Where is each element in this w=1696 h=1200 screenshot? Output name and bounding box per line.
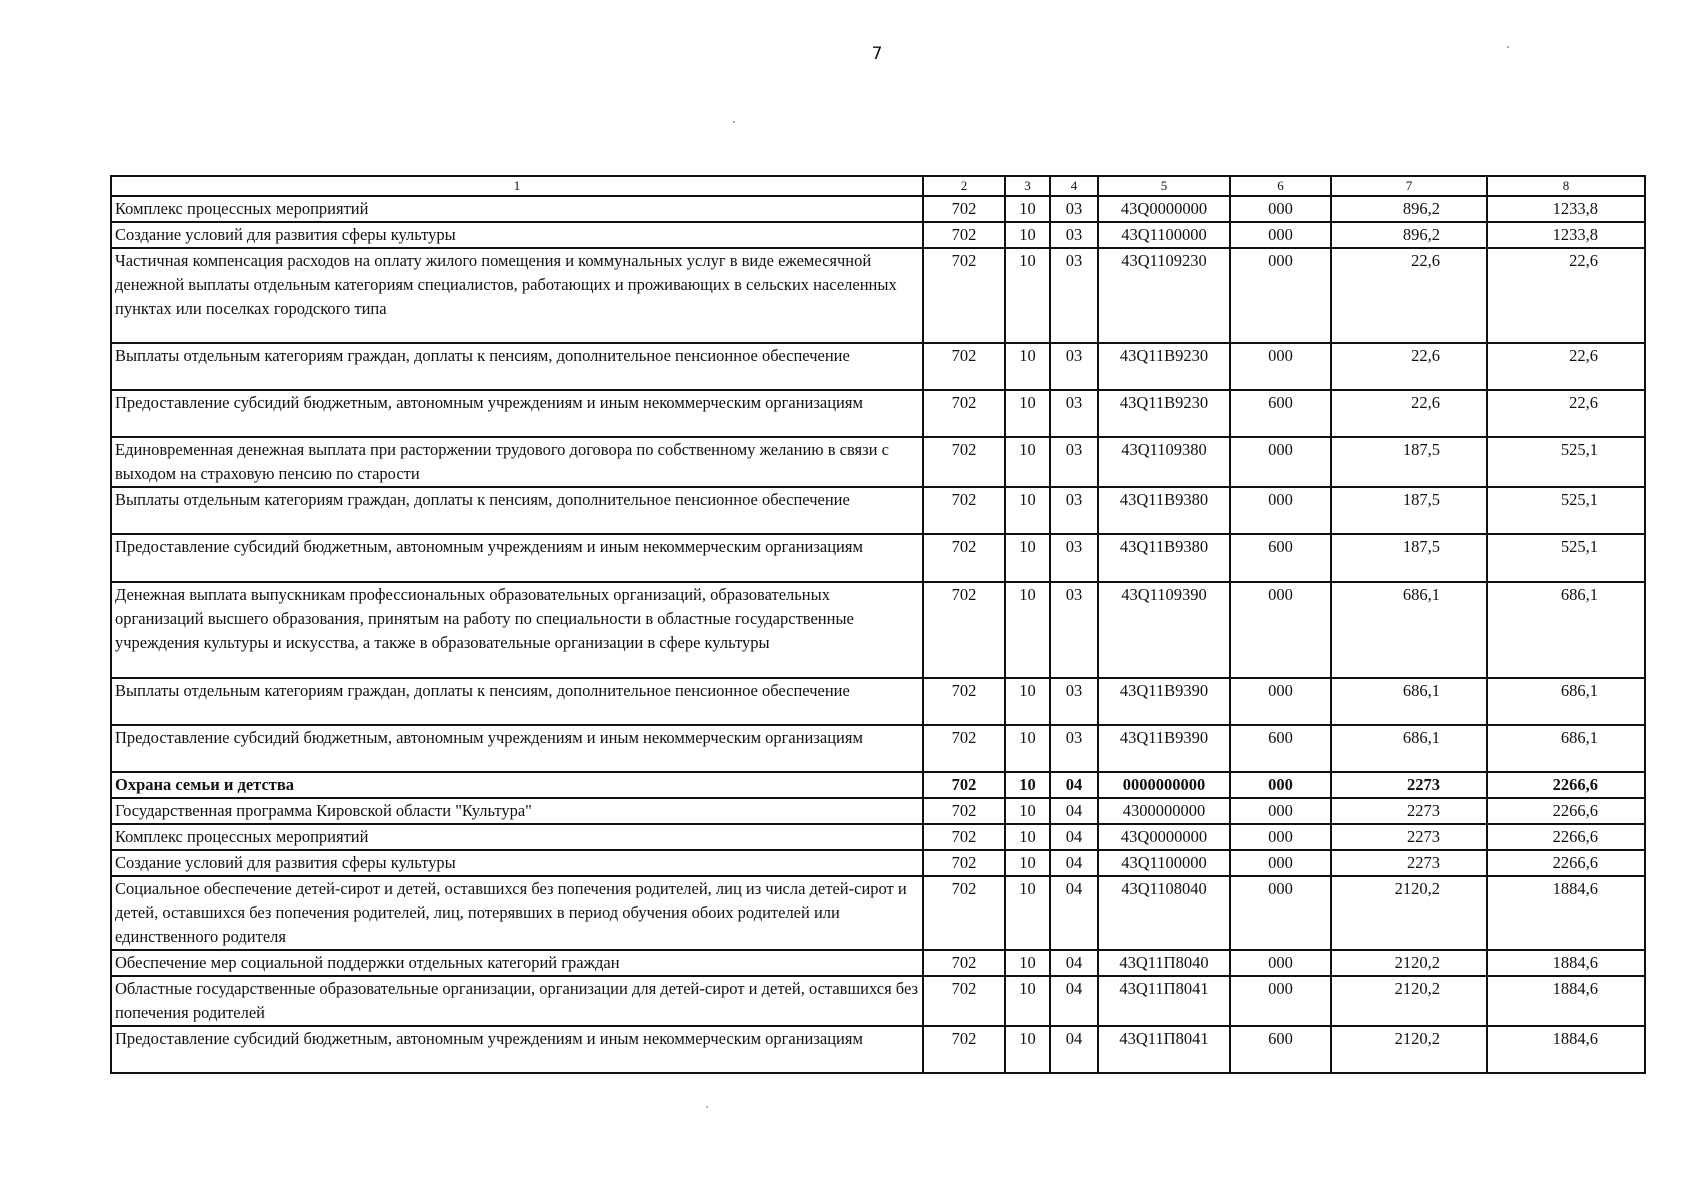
cell-name: Предоставление субсидий бюджетным, автономным учреждениям и иным некоммерческим организациям: [111, 725, 923, 772]
cell-section: 10: [1005, 582, 1050, 678]
cell-target-article: 43Q11П8041: [1098, 1026, 1230, 1073]
cell-amount-2: 1884,6: [1487, 876, 1645, 950]
cell-name: Государственная программа Кировской области "Культура": [111, 798, 923, 824]
cell-subsection: 03: [1050, 678, 1098, 725]
table-row: [111, 798, 1645, 824]
cell-section: 10: [1005, 850, 1050, 876]
cell-expense-type: 000: [1230, 582, 1331, 678]
cell-name: Комплекс процессных мероприятий: [111, 196, 923, 222]
cell-expense-type: 600: [1230, 725, 1331, 772]
cell-ministry-code: 702: [923, 196, 1005, 222]
cell-target-article: 43Q11П8041: [1098, 976, 1230, 1026]
scan-speck: [1507, 46, 1509, 48]
cell-expense-type: 600: [1230, 390, 1331, 437]
header-cell-3: 3: [1005, 176, 1050, 196]
header-cell-7: 7: [1331, 176, 1487, 196]
cell-amount-1: 2273: [1331, 824, 1487, 850]
cell-expense-type: 000: [1230, 437, 1331, 487]
cell-amount-1: 22,6: [1331, 390, 1487, 437]
cell-amount-1: 2120,2: [1331, 1026, 1487, 1073]
cell-expense-type: 600: [1230, 1026, 1331, 1073]
cell-section: 10: [1005, 1026, 1050, 1073]
cell-target-article: 43Q11B9390: [1098, 678, 1230, 725]
cell-amount-1: 187,5: [1331, 487, 1487, 534]
table-body: [111, 176, 1645, 1073]
cell-section: 10: [1005, 798, 1050, 824]
cell-amount-2: 2266,6: [1487, 824, 1645, 850]
cell-section: 10: [1005, 248, 1050, 343]
cell-ministry-code: 702: [923, 222, 1005, 248]
cell-ministry-code: 702: [923, 850, 1005, 876]
cell-amount-1: 686,1: [1331, 582, 1487, 678]
cell-subsection: 04: [1050, 798, 1098, 824]
cell-expense-type: 000: [1230, 678, 1331, 725]
cell-expense-type: 000: [1230, 824, 1331, 850]
cell-ministry-code: 702: [923, 582, 1005, 678]
cell-subsection: 03: [1050, 248, 1098, 343]
cell-amount-1: 2273: [1331, 772, 1487, 798]
cell-target-article: 43Q11B9380: [1098, 487, 1230, 534]
cell-target-article: 43Q11П8040: [1098, 950, 1230, 976]
cell-ministry-code: 702: [923, 824, 1005, 850]
cell-amount-1: 2120,2: [1331, 876, 1487, 950]
table-row: [111, 678, 1645, 725]
cell-amount-2: 525,1: [1487, 487, 1645, 534]
cell-ministry-code: 702: [923, 1026, 1005, 1073]
cell-section: 10: [1005, 725, 1050, 772]
cell-amount-1: 2120,2: [1331, 950, 1487, 976]
cell-section: 10: [1005, 950, 1050, 976]
cell-ministry-code: 702: [923, 798, 1005, 824]
cell-amount-2: 686,1: [1487, 582, 1645, 678]
cell-section: 10: [1005, 487, 1050, 534]
table-row: [111, 534, 1645, 582]
cell-name: Частичная компенсация расходов на оплату жилого помещения и коммунальных услуг в виде ежемесячной денежной выплаты отдельным категориям специалистов, работающих и проживающих в сельских населенных пунктах или поселках городского типа: [111, 248, 923, 343]
cell-ministry-code: 702: [923, 772, 1005, 798]
table-row: [111, 824, 1645, 850]
table-row: [111, 976, 1645, 1026]
table-row: [111, 487, 1645, 534]
header-cell-1: 1: [111, 176, 923, 196]
cell-amount-1: 2273: [1331, 798, 1487, 824]
cell-target-article: 43Q1109380: [1098, 437, 1230, 487]
cell-section: 10: [1005, 222, 1050, 248]
cell-expense-type: 000: [1230, 950, 1331, 976]
cell-subsection: 04: [1050, 850, 1098, 876]
cell-expense-type: 000: [1230, 976, 1331, 1026]
cell-target-article: 43Q0000000: [1098, 824, 1230, 850]
cell-amount-1: 187,5: [1331, 534, 1487, 582]
cell-amount-2: 525,1: [1487, 437, 1645, 487]
cell-amount-2: 2266,6: [1487, 850, 1645, 876]
cell-subsection: 03: [1050, 390, 1098, 437]
cell-name: Единовременная денежная выплата при расторжении трудового договора по собственному желанию в связи с выходом на страховую пенсию по старости: [111, 437, 923, 487]
budget-table: [110, 175, 1646, 1074]
cell-name: Комплекс процессных мероприятий: [111, 824, 923, 850]
cell-amount-1: 22,6: [1331, 248, 1487, 343]
cell-name: Областные государственные образовательные организации, организации для детей-сирот и детей, оставшихся без попечения родителей: [111, 976, 923, 1026]
cell-subsection: 04: [1050, 1026, 1098, 1073]
cell-amount-2: 686,1: [1487, 678, 1645, 725]
cell-amount-2: 22,6: [1487, 390, 1645, 437]
cell-amount-2: 2266,6: [1487, 772, 1645, 798]
cell-name: Выплаты отдельным категориям граждан, доплаты к пенсиям, дополнительное пенсионное обеспечение: [111, 678, 923, 725]
cell-section: 10: [1005, 824, 1050, 850]
cell-target-article: 43Q11B9390: [1098, 725, 1230, 772]
cell-expense-type: 600: [1230, 534, 1331, 582]
cell-section: 10: [1005, 678, 1050, 725]
cell-name: Выплаты отдельным категориям граждан, доплаты к пенсиям, дополнительное пенсионное обеспечение: [111, 487, 923, 534]
cell-subsection: 04: [1050, 976, 1098, 1026]
cell-section: 10: [1005, 772, 1050, 798]
cell-amount-2: 686,1: [1487, 725, 1645, 772]
header-cell-4: 4: [1050, 176, 1098, 196]
table-row: [111, 772, 1645, 798]
cell-subsection: 04: [1050, 950, 1098, 976]
cell-amount-1: 187,5: [1331, 437, 1487, 487]
page-number: 7: [871, 44, 883, 64]
cell-subsection: 03: [1050, 437, 1098, 487]
cell-amount-2: 1233,8: [1487, 222, 1645, 248]
cell-amount-2: 1884,6: [1487, 950, 1645, 976]
cell-target-article: 43Q11B9380: [1098, 534, 1230, 582]
cell-target-article: 0000000000: [1098, 772, 1230, 798]
header-row: [111, 176, 1645, 196]
cell-amount-2: 1233,8: [1487, 196, 1645, 222]
cell-subsection: 03: [1050, 487, 1098, 534]
cell-ministry-code: 702: [923, 248, 1005, 343]
cell-section: 10: [1005, 976, 1050, 1026]
cell-amount-2: 22,6: [1487, 343, 1645, 390]
cell-amount-1: 2120,2: [1331, 976, 1487, 1026]
cell-ministry-code: 702: [923, 976, 1005, 1026]
cell-subsection: 04: [1050, 772, 1098, 798]
cell-amount-2: 2266,6: [1487, 798, 1645, 824]
cell-expense-type: 000: [1230, 343, 1331, 390]
cell-amount-2: 1884,6: [1487, 1026, 1645, 1073]
cell-section: 10: [1005, 437, 1050, 487]
cell-subsection: 03: [1050, 222, 1098, 248]
cell-amount-2: 22,6: [1487, 248, 1645, 343]
cell-amount-1: 2273: [1331, 850, 1487, 876]
cell-name: Создание условий для развития сферы культуры: [111, 222, 923, 248]
cell-section: 10: [1005, 196, 1050, 222]
table-row: [111, 850, 1645, 876]
cell-amount-1: 22,6: [1331, 343, 1487, 390]
cell-target-article: 43Q1109390: [1098, 582, 1230, 678]
cell-name: Предоставление субсидий бюджетным, автономным учреждениям и иным некоммерческим организациям: [111, 390, 923, 437]
cell-ministry-code: 702: [923, 876, 1005, 950]
cell-subsection: 03: [1050, 534, 1098, 582]
header-cell-2: 2: [923, 176, 1005, 196]
cell-amount-1: 896,2: [1331, 196, 1487, 222]
cell-ministry-code: 702: [923, 390, 1005, 437]
cell-expense-type: 000: [1230, 876, 1331, 950]
cell-amount-1: 896,2: [1331, 222, 1487, 248]
cell-ministry-code: 702: [923, 678, 1005, 725]
header-cell-6: 6: [1230, 176, 1331, 196]
cell-target-article: 43Q11B9230: [1098, 343, 1230, 390]
table-row: [111, 390, 1645, 437]
cell-target-article: 43Q1100000: [1098, 222, 1230, 248]
cell-amount-2: 1884,6: [1487, 976, 1645, 1026]
cell-section: 10: [1005, 876, 1050, 950]
cell-ministry-code: 702: [923, 437, 1005, 487]
cell-subsection: 03: [1050, 725, 1098, 772]
cell-name: Денежная выплата выпускникам профессиональных образовательных организаций, образовательных организаций высшего образования, принятым на работу по специальности в областные государственные учреждения культуры и искусства, а также в образовательные организации в сфере культуры: [111, 582, 923, 678]
cell-section: 10: [1005, 343, 1050, 390]
header-cell-8: 8: [1487, 176, 1645, 196]
cell-ministry-code: 702: [923, 950, 1005, 976]
table-row: [111, 343, 1645, 390]
cell-target-article: 43Q1108040: [1098, 876, 1230, 950]
cell-expense-type: 000: [1230, 487, 1331, 534]
cell-subsection: 03: [1050, 582, 1098, 678]
table-row: [111, 950, 1645, 976]
cell-subsection: 04: [1050, 824, 1098, 850]
cell-amount-1: 686,1: [1331, 725, 1487, 772]
cell-subsection: 03: [1050, 196, 1098, 222]
header-cell-5: 5: [1098, 176, 1230, 196]
cell-ministry-code: 702: [923, 725, 1005, 772]
cell-expense-type: 000: [1230, 196, 1331, 222]
cell-target-article: 4300000000: [1098, 798, 1230, 824]
table-row: [111, 437, 1645, 487]
cell-name: Создание условий для развития сферы культуры: [111, 850, 923, 876]
table-row: [111, 248, 1645, 343]
cell-target-article: 43Q1100000: [1098, 850, 1230, 876]
cell-amount-1: 686,1: [1331, 678, 1487, 725]
cell-target-article: 43Q0000000: [1098, 196, 1230, 222]
cell-amount-2: 525,1: [1487, 534, 1645, 582]
table-row: [111, 876, 1645, 950]
cell-section: 10: [1005, 534, 1050, 582]
scan-speck: [706, 1106, 708, 1108]
cell-ministry-code: 702: [923, 343, 1005, 390]
cell-expense-type: 000: [1230, 772, 1331, 798]
cell-expense-type: 000: [1230, 850, 1331, 876]
cell-subsection: 04: [1050, 876, 1098, 950]
table-row: [111, 725, 1645, 772]
cell-target-article: 43Q11B9230: [1098, 390, 1230, 437]
cell-name: Предоставление субсидий бюджетным, автономным учреждениям и иным некоммерческим организациям: [111, 534, 923, 582]
cell-subsection: 03: [1050, 343, 1098, 390]
cell-name: Предоставление субсидий бюджетным, автономным учреждениям и иным некоммерческим организациям: [111, 1026, 923, 1073]
cell-expense-type: 000: [1230, 222, 1331, 248]
cell-target-article: 43Q1109230: [1098, 248, 1230, 343]
cell-ministry-code: 702: [923, 487, 1005, 534]
cell-expense-type: 000: [1230, 248, 1331, 343]
cell-name: Охрана семьи и детства: [111, 772, 923, 798]
cell-name: Обеспечение мер социальной поддержки отдельных категорий граждан: [111, 950, 923, 976]
cell-name: Выплаты отдельным категориям граждан, доплаты к пенсиям, дополнительное пенсионное обеспечение: [111, 343, 923, 390]
cell-section: 10: [1005, 390, 1050, 437]
cell-expense-type: 000: [1230, 798, 1331, 824]
scan-speck: [733, 121, 735, 123]
table-row: [111, 1026, 1645, 1073]
cell-ministry-code: 702: [923, 534, 1005, 582]
table-row: [111, 196, 1645, 222]
table-row: [111, 222, 1645, 248]
cell-name: Социальное обеспечение детей-сирот и детей, оставшихся без попечения родителей, лиц из числа детей-сирот и детей, оставшихся без попечения родителей, лиц, потерявших в период обучения обоих родителей или единственного родителя: [111, 876, 923, 950]
table-row: [111, 582, 1645, 678]
